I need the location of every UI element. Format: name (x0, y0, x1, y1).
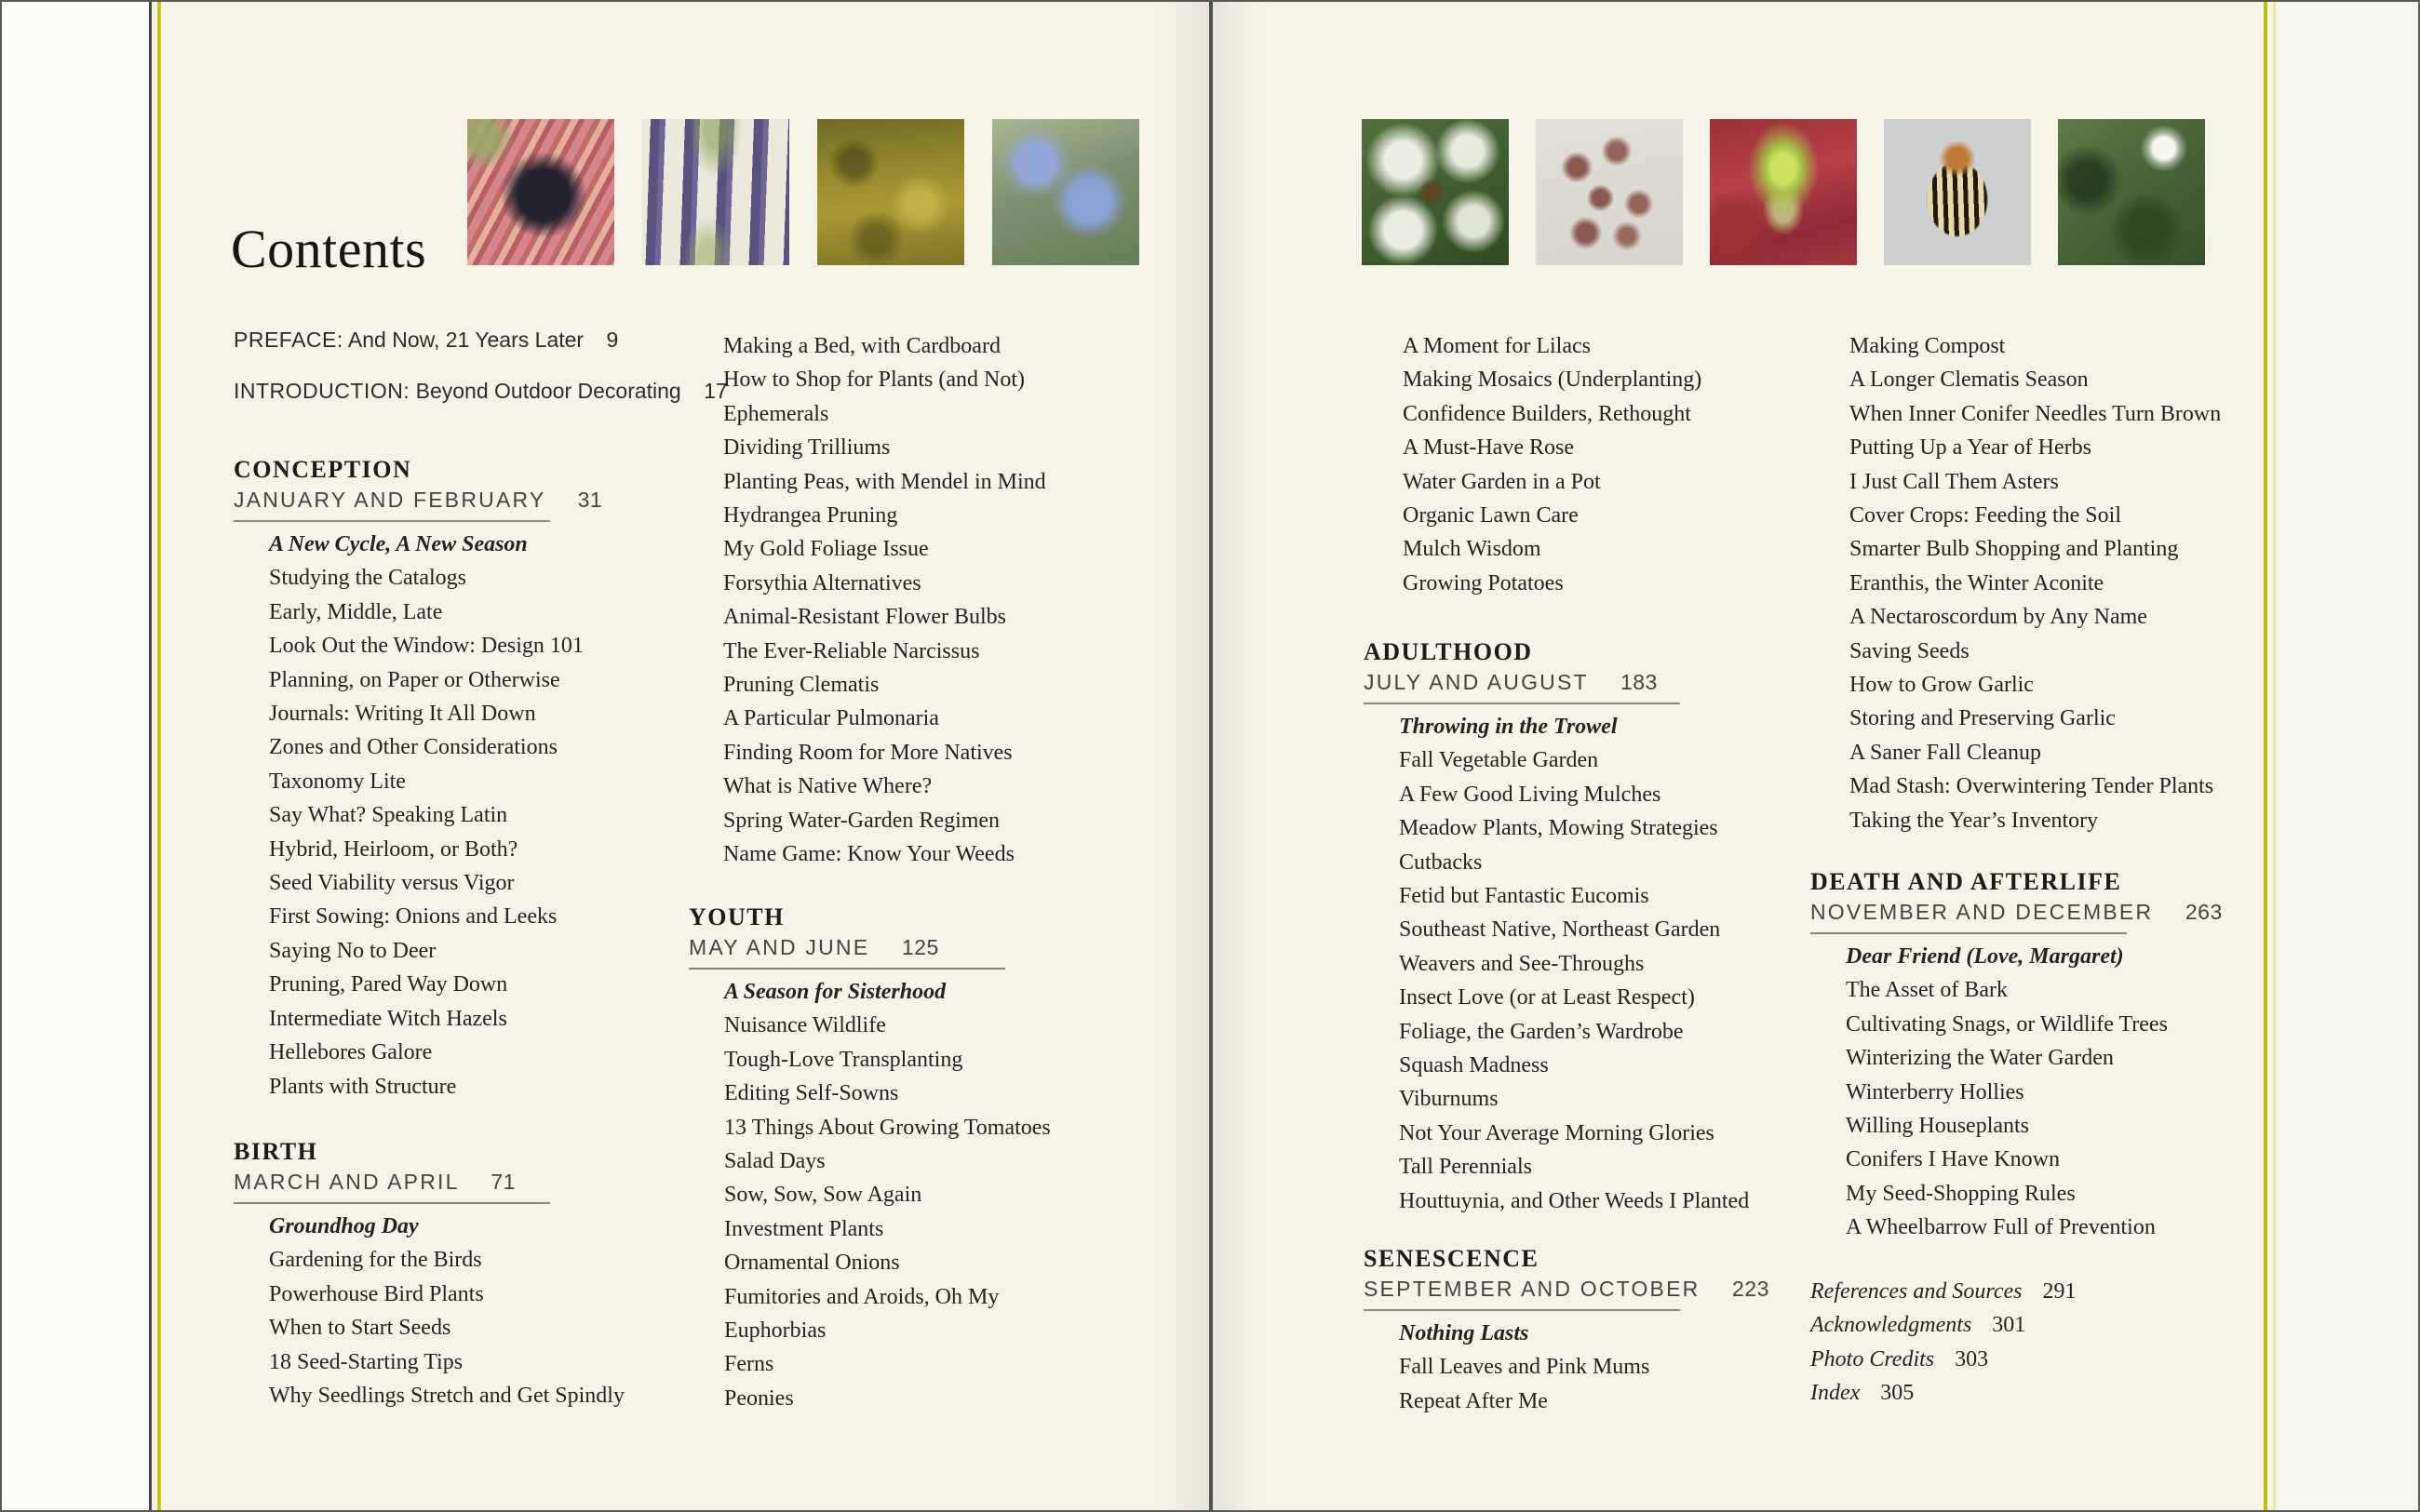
section-page-number: 263 (2185, 900, 2223, 924)
toc-item: Cutbacks (1399, 850, 1483, 875)
toc-item: Pruning, Pared Way Down (269, 972, 508, 997)
photo-blue-alliums (992, 119, 1139, 265)
toc-item: Intermediate Witch Hazels (269, 1006, 507, 1031)
toc-item: Putting Up a Year of Herbs (1849, 435, 2091, 461)
toc-item: Storing and Preserving Garlic (1849, 706, 2116, 731)
section-senescence (1364, 1244, 1810, 1418)
toc-item-list (234, 528, 680, 1104)
section-youth (689, 903, 1136, 1415)
toc-item-list (1403, 329, 1831, 600)
front-matter-item (234, 328, 728, 353)
toc-item: Cultivating Snags, or Wildlife Trees (1846, 1011, 2168, 1037)
toc-item: Repeat After Me (1399, 1388, 1548, 1413)
toc-item: Nothing Lasts (1399, 1321, 1529, 1345)
toc-item: How to Grow Garlic (1849, 673, 2034, 698)
section-adulthood (1364, 637, 1810, 1218)
toc-item: Houttuynia, and Other Weeds I Planted (1399, 1188, 1750, 1213)
toc-item: Name Game: Know Your Weeds (723, 842, 1015, 867)
toc-item: Studying the Catalogs (269, 566, 466, 591)
toc-item: Journals: Writing It All Down (269, 702, 536, 727)
toc-item: My Gold Foliage Issue (723, 537, 929, 562)
toc-item-list (1364, 710, 1810, 1218)
back-matter-title: Index (1810, 1381, 1861, 1406)
toc-item: Tall Perennials (1399, 1155, 1532, 1180)
back-matter-title: Acknowledgments (1810, 1313, 1972, 1338)
toc-item: Powerhouse Bird Plants (269, 1281, 484, 1306)
toc-item: Animal-Resistant Flower Bulbs (723, 605, 1006, 630)
toc-item: Investment Plants (724, 1216, 884, 1241)
toc-item: Making a Bed, with Cardboard (723, 334, 1001, 358)
front-matter-title: Beyond Outdoor Decorating (415, 379, 681, 403)
toc-item: Pruning Clematis (723, 673, 880, 698)
page-number: 303 (1955, 1346, 1989, 1372)
photo-white-bloom-leaves (2058, 119, 2205, 265)
toc-item: A Must-Have Rose (1403, 435, 1574, 461)
toc-item: Taking the Year’s Inventory (1849, 808, 2099, 833)
left-page-edge-line (149, 2, 152, 1510)
toc-item: Fall Vegetable Garden (1399, 748, 1599, 773)
toc-item-list (1810, 940, 2257, 1245)
book-spine-line (1209, 2, 1213, 1510)
photo-eucomis-red (1710, 119, 1857, 265)
page-number: 301 (1992, 1313, 2026, 1338)
toc-item: Saying No to Deer (269, 938, 437, 963)
photo-seedhead-pink-foliage (467, 119, 614, 265)
front-matter-item (234, 379, 728, 404)
front-matter-list (234, 328, 728, 430)
page-number: 291 (2042, 1279, 2077, 1304)
right-page-photo-strip (1362, 119, 2205, 265)
section-rule (234, 1202, 550, 1204)
page-number: 9 (606, 328, 619, 352)
toc-item: Salad Days (724, 1149, 826, 1174)
back-matter-item (1810, 1376, 2076, 1410)
toc-item: Nuisance Wildlife (724, 1013, 886, 1038)
toc-item: Forsythia Alternatives (723, 570, 921, 595)
section-months (1810, 899, 2257, 925)
section-heading: ADULTHOOD (1364, 638, 1533, 665)
toc-item: A Wheelbarrow Full of Prevention (1846, 1215, 2156, 1240)
toc-item: Plants with Structure (269, 1074, 457, 1099)
toc-item: Spring Water-Garden Regimen (723, 808, 1001, 833)
back-matter-title: Photo Credits (1810, 1346, 1935, 1372)
toc-item: Peonies (724, 1385, 794, 1411)
toc-item: Planting Peas, with Mendel in Mind (723, 469, 1046, 494)
toc-item: Water Garden in a Pot (1403, 469, 1601, 494)
section-months-label: MAY AND JUNE (689, 935, 870, 959)
toc-item: Foliage, the Garden’s Wardrobe (1399, 1019, 1684, 1044)
section-rule (234, 520, 550, 522)
spine-shadow-right (1213, 2, 1263, 1510)
toc-item: Making Mosaics (Underplanting) (1403, 368, 1702, 393)
toc-item: I Just Call Them Asters (1849, 469, 2059, 494)
toc-item: Viburnums (1399, 1087, 1499, 1112)
section-rule (1810, 932, 2127, 934)
toc-item: Winterizing the Water Garden (1846, 1046, 2114, 1071)
toc-item: Insect Love (or at Least Respect) (1399, 985, 1695, 1010)
section-birth (234, 1137, 680, 1412)
left-page-outer-margin (2, 2, 149, 1510)
toc-item-list (723, 329, 1151, 872)
toc-item: Planning, on Paper or Otherwise (269, 667, 560, 692)
toc-item: How to Shop for Plants (and Not) (723, 368, 1025, 393)
section-page-number: 125 (901, 935, 939, 959)
toc-item: Taxonomy Lite (269, 769, 406, 794)
back-matter-item (1810, 1275, 2076, 1308)
toc-item: A Saner Fall Cleanup (1849, 740, 2041, 765)
section-months-label: JANUARY AND FEBRUARY (234, 488, 546, 512)
toc-item: My Seed-Shopping Rules (1846, 1181, 2076, 1206)
toc-item: Winterberry Hollies (1846, 1079, 2024, 1104)
page-title: Contents (231, 219, 427, 279)
toc-item: Not Your Average Morning Glories (1399, 1120, 1714, 1145)
page-number: 17 (704, 379, 728, 403)
toc-item: Zones and Other Considerations (269, 735, 558, 760)
photo-striped-seed-pods (1536, 119, 1683, 265)
toc-item: Throwing in the Trowel (1399, 715, 1618, 739)
toc-item-list (689, 975, 1136, 1415)
section-page-number: 31 (577, 488, 603, 512)
section-months (689, 934, 1136, 960)
toc-item: Ephemerals (723, 401, 829, 426)
section-conception-continued (723, 329, 1151, 872)
toc-item: Southeast Native, Northeast Garden (1399, 917, 1721, 943)
toc-item: Say What? Speaking Latin (269, 803, 508, 828)
back-matter-item (1810, 1343, 2076, 1376)
section-months (234, 1169, 680, 1195)
toc-item-list (1849, 329, 2278, 837)
section-months-label: NOVEMBER AND DECEMBER (1810, 900, 2154, 924)
toc-item: Mulch Wisdom (1403, 537, 1541, 562)
toc-item: Conifers I Have Known (1846, 1147, 2060, 1172)
toc-item: Dividing Trilliums (723, 435, 891, 461)
toc-item-list (1364, 1317, 1810, 1418)
photo-bee-white-flowers (1362, 119, 1509, 265)
section-conception (234, 455, 680, 1104)
section-months (1364, 669, 1810, 695)
toc-item: Finding Room for More Natives (723, 740, 1013, 765)
toc-item: Organic Lawn Care (1403, 503, 1579, 529)
toc-item: Squash Madness (1399, 1053, 1549, 1078)
toc-item: When Inner Conifer Needles Turn Brown (1849, 401, 2222, 426)
toc-item: Fumitories and Aroids, Oh My (724, 1284, 1000, 1309)
toc-item-list (234, 1210, 680, 1412)
toc-item: Confidence Builders, Rethought (1403, 401, 1691, 426)
toc-item: Hydrangea Pruning (723, 503, 898, 529)
photo-potato-beetle (1884, 119, 2031, 265)
toc-item: 18 Seed-Starting Tips (269, 1349, 464, 1374)
toc-item: Making Compost (1849, 334, 2006, 358)
section-page-number: 223 (1732, 1277, 1769, 1301)
back-matter-title: References and Sources (1810, 1279, 2023, 1304)
toc-item: Gardening for the Birds (269, 1248, 482, 1273)
toc-item: Why Seedlings Stretch and Get Spindly (269, 1384, 625, 1409)
toc-item: When to Start Seeds (269, 1316, 451, 1341)
toc-item: Saving Seeds (1849, 638, 1970, 663)
section-heading: YOUTH (689, 903, 785, 930)
toc-item: Groundhog Day (269, 1214, 419, 1238)
section-months (234, 487, 680, 513)
section-months-label: SEPTEMBER AND OCTOBER (1364, 1277, 1701, 1301)
left-chartreuse-pinstripe (157, 2, 161, 1510)
toc-item: A Longer Clematis Season (1849, 368, 2089, 393)
toc-item: Eranthis, the Winter Aconite (1849, 570, 2104, 595)
toc-item: A Season for Sisterhood (724, 980, 947, 1004)
right-page-outer-margin (2276, 2, 2418, 1510)
toc-item: Early, Middle, Late (269, 599, 443, 624)
toc-item: Tough-Love Transplanting (724, 1047, 963, 1072)
section-heading: DEATH AND AFTERLIFE (1810, 868, 2122, 895)
toc-item: Look Out the Window: Design 101 (269, 634, 584, 659)
toc-item: A New Cycle, A New Season (269, 532, 528, 556)
toc-item: A Particular Pulmonaria (723, 706, 939, 731)
section-heading: SENESCENCE (1364, 1245, 1539, 1272)
photo-purple-pea-pods (642, 119, 789, 265)
toc-item: Weavers and See-Throughs (1399, 951, 1645, 976)
toc-item: Cover Crops: Feeding the Soil (1849, 503, 2121, 529)
toc-item: Euphorbias (724, 1318, 827, 1344)
spine-shadow-left (1159, 2, 1209, 1510)
toc-item: A Few Good Living Mulches (1399, 782, 1661, 807)
toc-item: Fetid but Fantastic Eucomis (1399, 884, 1649, 909)
back-matter-item (1810, 1308, 2076, 1342)
section-death-and-afterlife (1810, 867, 2257, 1245)
section-rule (689, 968, 1005, 970)
section-heading: BIRTH (234, 1138, 318, 1165)
toc-item: What is Native Where? (723, 774, 933, 799)
section-youth-continued (1403, 329, 1831, 600)
toc-item: Hybrid, Heirloom, or Both? (269, 836, 518, 862)
section-rule (1364, 702, 1680, 704)
toc-item: 13 Things About Growing Tomatoes (724, 1115, 1051, 1140)
toc-item: A Nectaroscordum by Any Name (1849, 605, 2147, 630)
section-rule (1364, 1309, 1680, 1311)
left-page-photo-strip (467, 119, 1139, 265)
section-months-label: JULY AND AUGUST (1364, 670, 1589, 694)
section-months-label: MARCH AND APRIL (234, 1170, 459, 1194)
photo-golden-meadow (817, 119, 964, 265)
toc-item: First Sowing: Onions and Leeks (269, 904, 558, 930)
toc-item: The Ever-Reliable Narcissus (723, 638, 980, 663)
page-number: 305 (1880, 1381, 1915, 1406)
back-matter-list (1810, 1275, 2076, 1411)
front-matter-title: And Now, 21 Years Later (347, 328, 585, 352)
toc-item: Editing Self-Sowns (724, 1081, 899, 1106)
front-matter-label: PREFACE: (234, 328, 343, 352)
section-adulthood-continued (1849, 329, 2278, 837)
toc-item: Willing Houseplants (1846, 1114, 2030, 1139)
toc-item: Ornamental Onions (724, 1251, 900, 1276)
toc-item: A Moment for Lilacs (1403, 334, 1591, 358)
toc-item: Fall Leaves and Pink Mums (1399, 1355, 1650, 1380)
toc-item: Seed Viability versus Vigor (269, 871, 515, 896)
toc-item: Mad Stash: Overwintering Tender Plants (1849, 774, 2214, 799)
toc-item: Meadow Plants, Mowing Strategies (1399, 816, 1718, 841)
section-months (1364, 1276, 1810, 1302)
front-matter-label: INTRODUCTION: (234, 379, 410, 403)
section-heading: CONCEPTION (234, 456, 412, 483)
toc-item: Ferns (724, 1352, 774, 1377)
toc-item: The Asset of Bark (1846, 978, 2008, 1003)
toc-item: Hellebores Galore (269, 1040, 433, 1065)
toc-item: Smarter Bulb Shopping and Planting (1849, 537, 2179, 562)
toc-item: Sow, Sow, Sow Again (724, 1183, 922, 1208)
section-page-number: 71 (491, 1170, 516, 1194)
section-page-number: 183 (1620, 670, 1658, 694)
toc-item: Growing Potatoes (1403, 570, 1564, 595)
toc-item: Dear Friend (Love, Margaret) (1846, 944, 2124, 969)
